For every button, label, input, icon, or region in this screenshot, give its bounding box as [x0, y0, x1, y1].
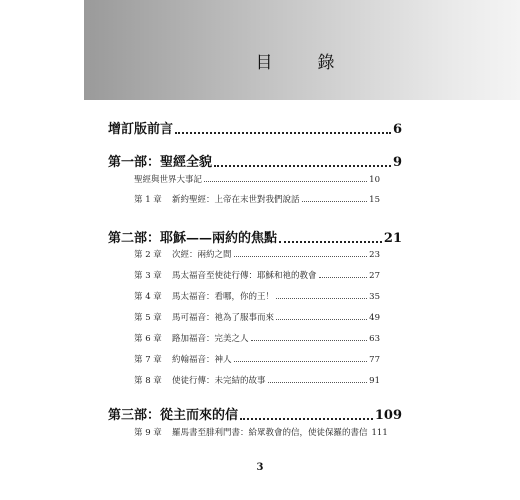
toc-page: 109 — [374, 408, 402, 423]
page-number: 3 — [256, 462, 264, 473]
chapter-number: 第 4 章 — [134, 292, 162, 302]
chapter-number: 第 2 章 — [134, 250, 162, 260]
toc-label: 約翰福音：神人 — [172, 355, 232, 365]
toc-entry-chapter[interactable] — [134, 173, 380, 185]
chapter-number: 第 3 章 — [134, 271, 162, 281]
toc-entry-chapter[interactable] — [134, 374, 380, 386]
toc-entry-part3[interactable] — [108, 404, 402, 423]
leader-dots — [234, 255, 368, 257]
toc-label: 路加福音：完美之人 — [172, 334, 249, 344]
toc-entry-chapter[interactable] — [134, 426, 388, 438]
chapter-number: 第 5 章 — [134, 313, 162, 323]
leader-dots — [276, 318, 367, 320]
toc-entry-chapter[interactable] — [134, 269, 380, 281]
leader-dots — [279, 240, 382, 243]
toc-page: 21 — [383, 231, 402, 246]
toc-page: 6 — [392, 122, 402, 137]
toc-entry-part1[interactable] — [108, 151, 402, 170]
toc-label: 馬太福音至使徒行傳：耶穌和祂的教會 — [172, 271, 317, 281]
toc-page: 49 — [369, 313, 380, 323]
chapter-number: 第 6 章 — [134, 334, 162, 344]
toc-page: 10 — [369, 175, 380, 185]
leader-dots — [175, 131, 391, 134]
toc-entry-chapter[interactable] — [134, 311, 380, 323]
toc-entry-chapter[interactable] — [134, 353, 380, 365]
toc-page: 77 — [369, 355, 380, 365]
toc-label: 新約聖經：上帝在末世對我們說話 — [172, 195, 300, 205]
toc-entry-chapter[interactable] — [134, 290, 380, 302]
toc-page: 9 — [392, 155, 402, 170]
leader-dots — [268, 381, 368, 383]
toc-label: 第三部：從主而來的信 — [108, 408, 239, 423]
toc-page: 35 — [369, 292, 380, 302]
toc-label: 馬可福音：祂為了服事而來 — [172, 313, 275, 323]
chapter-number: 第 1 章 — [134, 195, 162, 205]
chapter-number: 第 9 章 — [134, 428, 162, 438]
toc-label: 第一部：聖經全貌 — [108, 155, 213, 170]
toc-entry-chapter[interactable] — [134, 248, 380, 260]
toc-label: 馬太福音：看哪，你的王！ — [172, 292, 275, 302]
toc-entry-preface[interactable] — [108, 118, 402, 137]
toc-page: 15 — [369, 195, 380, 205]
toc-label: 羅馬書至腓利門書：給眾教會的信，使徒保羅的書信 — [172, 428, 368, 438]
chapter-number: 第 8 章 — [134, 376, 162, 386]
leader-dots — [234, 360, 368, 362]
leader-dots — [214, 164, 391, 167]
leader-dots — [319, 276, 368, 278]
chapter-number: 第 7 章 — [134, 355, 162, 365]
toc-page: 91 — [369, 376, 380, 386]
toc-label: 增訂版前言 — [108, 122, 174, 137]
toc-entry-chapter[interactable] — [134, 193, 380, 205]
toc-label: 使徒行傳：未完結的故事 — [172, 376, 266, 386]
toc-entry-part2[interactable] — [108, 227, 402, 246]
page-title: 目 錄 — [255, 53, 349, 73]
leader-dots — [204, 180, 367, 182]
leader-dots — [302, 200, 368, 202]
toc-label: 次經：兩約之間 — [172, 250, 232, 260]
leader-dots — [276, 297, 367, 299]
toc-page: 111 — [371, 428, 388, 438]
toc-page: 27 — [369, 271, 380, 281]
toc-label: 聖經與世界大事記 — [134, 175, 203, 185]
toc-label: 第二部：耶穌——兩約的焦點 — [108, 231, 278, 246]
toc-entry-chapter[interactable] — [134, 332, 380, 344]
toc-page: 63 — [369, 334, 380, 344]
leader-dots — [251, 339, 368, 341]
leader-dots — [240, 417, 373, 420]
toc-page: 23 — [369, 250, 380, 260]
